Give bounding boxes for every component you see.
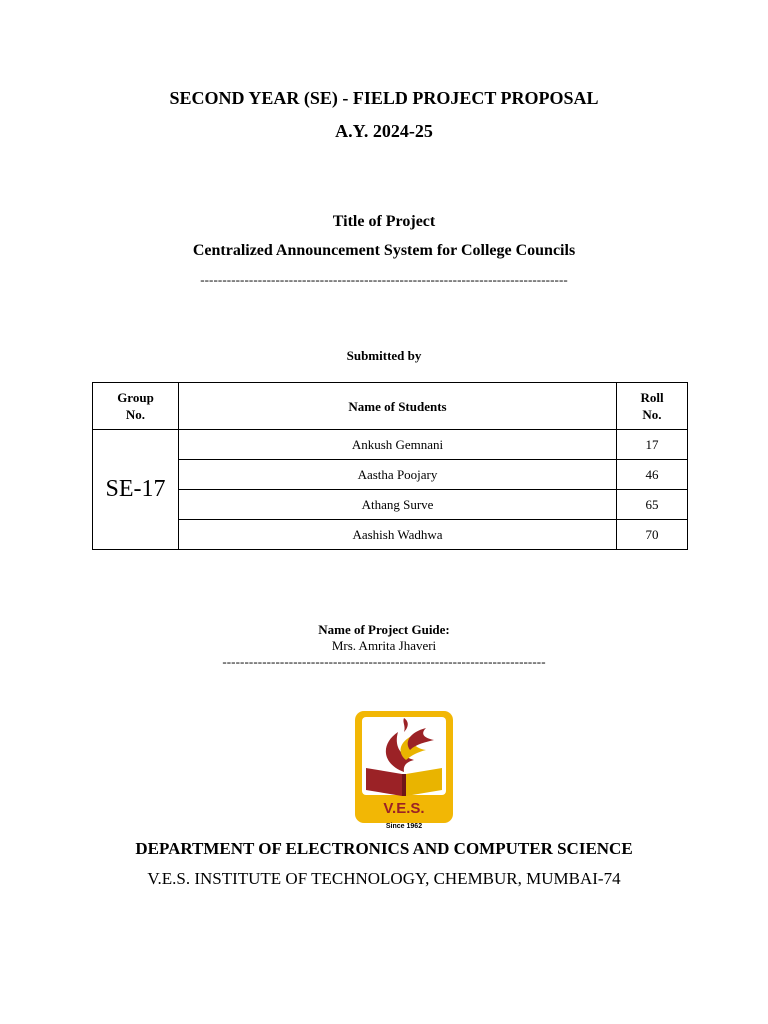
project-title: Centralized Announcement System for College Councils bbox=[192, 242, 576, 259]
logo-since-text: Since 1962 bbox=[385, 823, 423, 830]
project-title-label: Title of Project bbox=[332, 213, 436, 230]
table-row bbox=[93, 490, 688, 520]
roll-no-header-line2: No. bbox=[642, 407, 662, 422]
student-roll: 46 bbox=[617, 460, 688, 490]
roll-no-header-line1: Roll bbox=[640, 390, 664, 405]
proposal-title: SECOND YEAR (SE) - FIELD PROJECT PROPOSAL bbox=[169, 88, 599, 108]
table-row bbox=[93, 430, 688, 460]
submitted-by-label: Submitted by bbox=[346, 348, 422, 363]
student-name: Ankush Gemnani bbox=[179, 430, 617, 460]
institute-name: V.E.S. INSTITUTE OF TECHNOLOGY, CHEMBUR, MUMBAI-74 bbox=[147, 869, 621, 888]
group-no-header bbox=[93, 383, 179, 430]
table-row bbox=[93, 520, 688, 550]
student-roll: 17 bbox=[617, 430, 688, 460]
student-name-header: Name of Students bbox=[179, 383, 617, 430]
student-roll: 65 bbox=[617, 490, 688, 520]
project-title-separator: ----------------------------------------------------------------------------------- bbox=[200, 272, 568, 287]
table-row bbox=[93, 460, 688, 490]
ves-logo bbox=[354, 710, 454, 830]
project-guide-separator: ------------------------------------------------------------------------- bbox=[222, 654, 546, 669]
department-name: DEPARTMENT OF ELECTRONICS AND COMPUTER SCIENCE bbox=[135, 839, 633, 858]
group-no-header-line2: No. bbox=[125, 407, 146, 422]
student-roll: 70 bbox=[617, 520, 688, 550]
student-name: Athang Surve bbox=[179, 490, 617, 520]
project-guide-label: Name of Project Guide: bbox=[318, 622, 450, 637]
logo-ves-text: V.E.S. bbox=[383, 800, 425, 817]
roll-no-header bbox=[617, 383, 688, 430]
student-name: Aashish Wadhwa bbox=[179, 520, 617, 550]
group-number: SE-17 bbox=[93, 430, 179, 550]
student-name: Aastha Poojary bbox=[179, 460, 617, 490]
project-guide-name: Mrs. Amrita Jhaveri bbox=[331, 638, 437, 653]
students-table bbox=[92, 382, 688, 550]
group-no-header-line1: Group bbox=[117, 390, 154, 405]
academic-year: A.Y. 2024-25 bbox=[335, 121, 433, 141]
table-header-row bbox=[93, 383, 688, 430]
